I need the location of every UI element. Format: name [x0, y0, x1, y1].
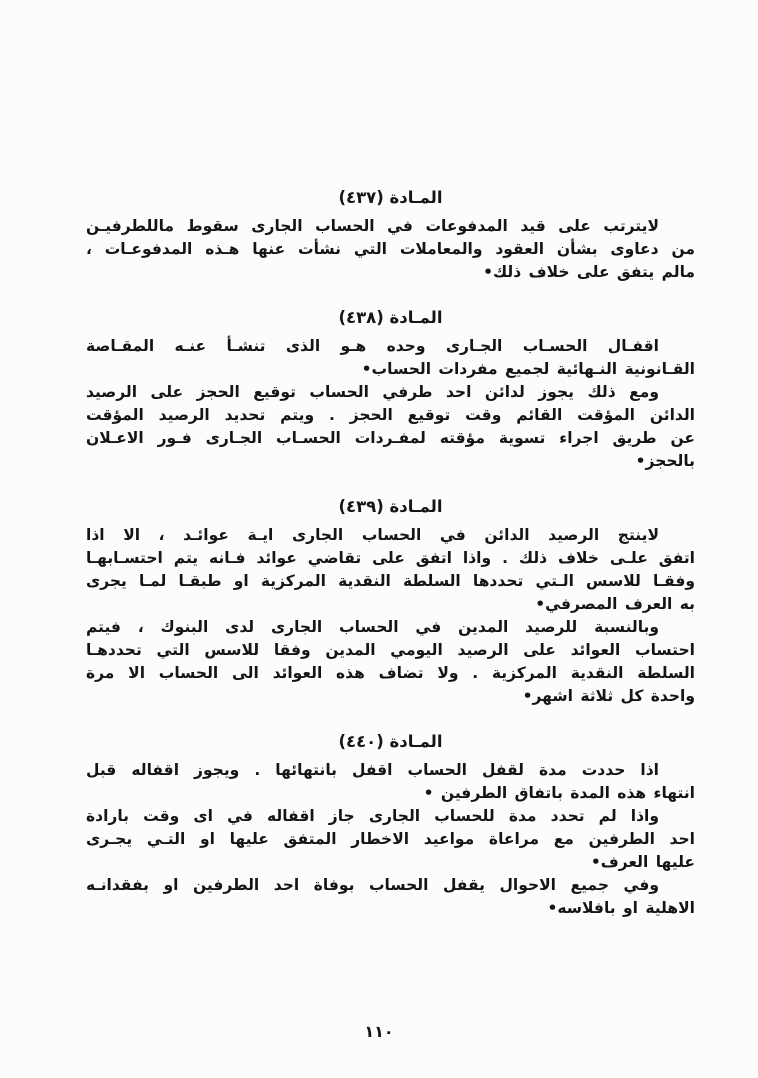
text-line: وبالنسبة للرصيد المدين في الحساب الجارى لدى البنوك ، فيتم — [86, 618, 659, 636]
text-line: اقفـال الحسـاب الجـارى وحده هـو الذى تنشـأ عنـه المقـاصة — [86, 337, 659, 355]
text-line: لاينتج الرصيد الدائن في الحساب الجارى ايـة عوائـد ، الا اذا — [86, 526, 659, 544]
text-line: الاهلية او بافلاسه• — [547, 899, 695, 917]
text-line: السلطة النقدية المركزية . ولا تضاف هذه العوائد الى الحساب الا مرة — [86, 664, 695, 682]
text-line: بالحجز• — [635, 452, 695, 470]
article-heading: المـادة (٤٤٠) — [338, 732, 443, 751]
article-440 — [86, 730, 695, 920]
article-heading: المـادة (٤٣٧) — [338, 188, 443, 207]
text-line: القـانونية النـهائية لجميع مفردات الحساب• — [361, 360, 695, 378]
page-number: ١١٠ — [364, 1022, 394, 1041]
text-line: به العرف المصرفي• — [535, 595, 695, 613]
text-line: مالم يتفق على خلاف ذلك• — [483, 263, 695, 281]
text-line: احد الطرفين مع مراعاة مواعيد الاخطار المتفق عليها او التـي يجـرى — [86, 830, 695, 848]
text-line: احتساب العوائد على الرصيد اليومي المدين وفقا للاسس التي تحددهـا — [86, 641, 695, 659]
text-line: واحدة كل ثلاثة اشهر• — [522, 687, 695, 705]
text-line: واذا لم تحدد مدة للحساب الجارى جاز اقفاله في اى وقت بارادة — [86, 807, 659, 825]
article-heading: المـادة (٤٣٩) — [338, 497, 443, 516]
text-line: لايترتب على قيد المدفوعات في الحساب الجارى سقوط ماللطرفيـن — [86, 217, 659, 235]
text-line: اذا حددت مدة لقفل الحساب اقفل بانتهائها . ويجوز اقفاله قبل — [86, 761, 659, 779]
text-line: ومع ذلك يجوز لدائن احد طرفي الحساب توقيع الحجز على الرصيد — [86, 383, 659, 401]
article-439 — [86, 495, 695, 708]
text-line: اتفق علـى خلاف ذلك . واذا اتفق على تقاضي عوائد فـانه يتم احتسـابهـا — [86, 549, 695, 567]
text-line: الدائن المؤقت القائم وقت توقيع الحجز . ويتم تحديد الرصيد المؤقت — [86, 406, 695, 424]
article-437 — [86, 186, 695, 284]
text-line: عن طريق اجراء تسوية مؤقته لمفـردات الحسـاب الجـارى فـور الاعـلان — [86, 429, 695, 447]
text-line: انتهاء هذه المدة باتفاق الطرفين • — [423, 784, 695, 802]
text-line: وفي جميع الاحوال يقفل الحساب بوفاة احد الطرفين او بفقدانـه — [86, 876, 659, 894]
text-line: وفقـا للاسس الـتي تحددها السلطة النقدية المركزية او طبقـا لمـا يجرى — [86, 572, 695, 590]
text-line: عليها العرف• — [590, 853, 695, 871]
article-438 — [86, 306, 695, 473]
article-heading: المـادة (٤٣٨) — [338, 308, 443, 327]
text-line: من دعاوى بشأن العقود والمعاملات التي نشأت عنها هـذه المدفوعـات ، — [86, 240, 695, 258]
